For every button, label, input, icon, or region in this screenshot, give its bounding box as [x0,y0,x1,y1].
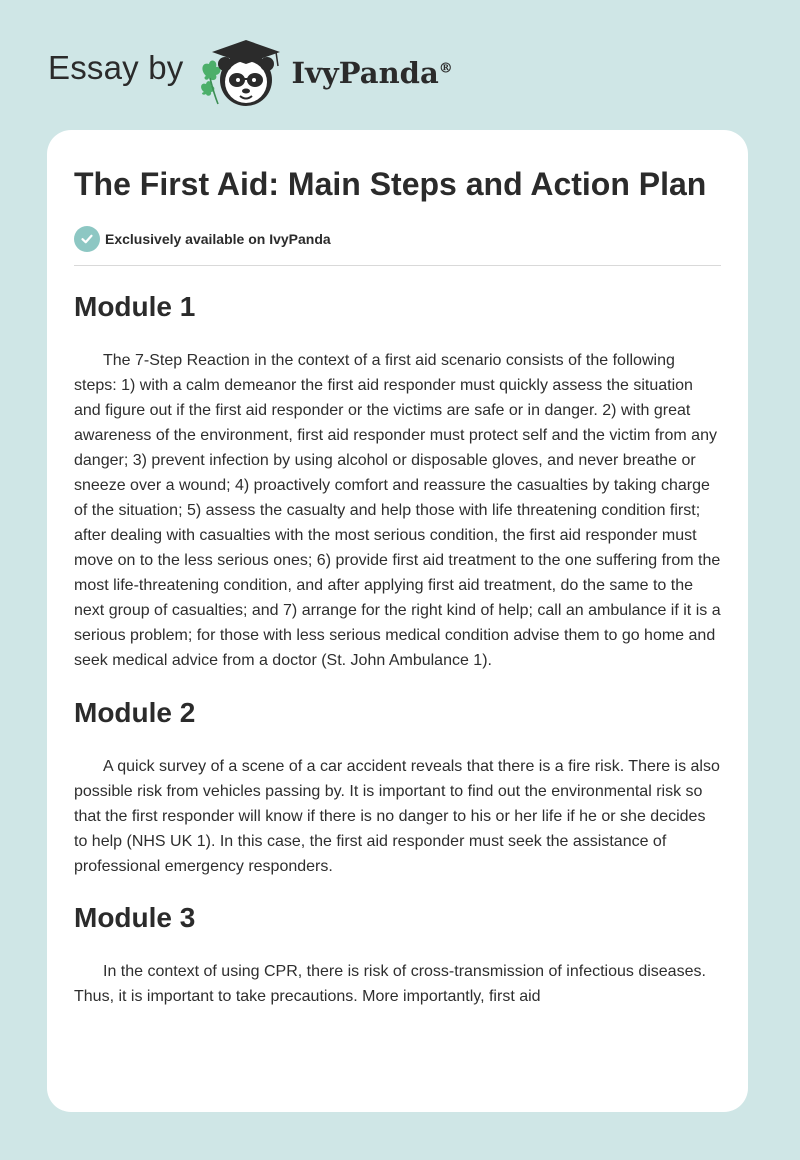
brand-header[interactable] [48,34,453,110]
divider [74,265,721,266]
section-heading: Module 1 [74,291,196,322]
check-icon [74,226,100,252]
exclusive-badge [74,226,721,252]
section-paragraph: The 7-Step Reaction in the context of a first aid scenario consists of the following steps: 1) with a calm demeanor the first aid responder must quickly assess the situation and figure out if the first aid responder or the victims are safe or in danger. 2) with great awareness of the environment, first aid responder must protect self and the victim from any danger; 3) prevent infection by using alcohol or disposable gloves, and never breathe or sneeze over a wound; 4) proactively comfort and reassure the casualties by taking charge of the situation; 5) assess the casualty and help those with life threatening condition first; after dealing with casualties with the most serious condition, the first aid responder must move on to the less serious ones; 6) provide first aid treatment to the one suffering from the most life-threatening condition, and after applying first aid treatment, do the same to the next group of casualties; and 7) arrange for the right kind of help; call an ambulance if it is a serious problem; for those with less serious medical condition advise them to go home and seek medical advice from a doctor (St. John Ambulance 1). [74,352,721,669]
brand-name: IvyPanda® [291,56,453,90]
page-title: The First Aid: Main Steps and Action Plan [74,166,707,202]
essay-card [47,130,748,1112]
section-module-3 [74,900,721,1009]
panda-logo-icon [196,34,288,110]
section-module-2 [74,695,721,879]
section-paragraph: In the context of using CPR, there is risk of cross-transmission of infectious diseases. Thus, it is important to take precautions. More importantly, first aid [74,963,706,1005]
brand-prefix: Essay by [48,49,184,86]
section-paragraph: A quick survey of a scene of a car accident reveals that there is a fire risk. There is also possible risk from vehicles passing by. It is important to find out the environmental risk so that the first responder will know if there is no danger to his or her life if he or she decides to help (NHS UK 1). In this case, the first aid responder must seek the assistance of professional emergency responders. [74,758,720,875]
section-heading: Module 2 [74,697,196,728]
exclusive-label: Exclusively available on IvyPanda [105,231,331,247]
section-heading: Module 3 [74,902,196,933]
section-module-1 [74,289,721,673]
